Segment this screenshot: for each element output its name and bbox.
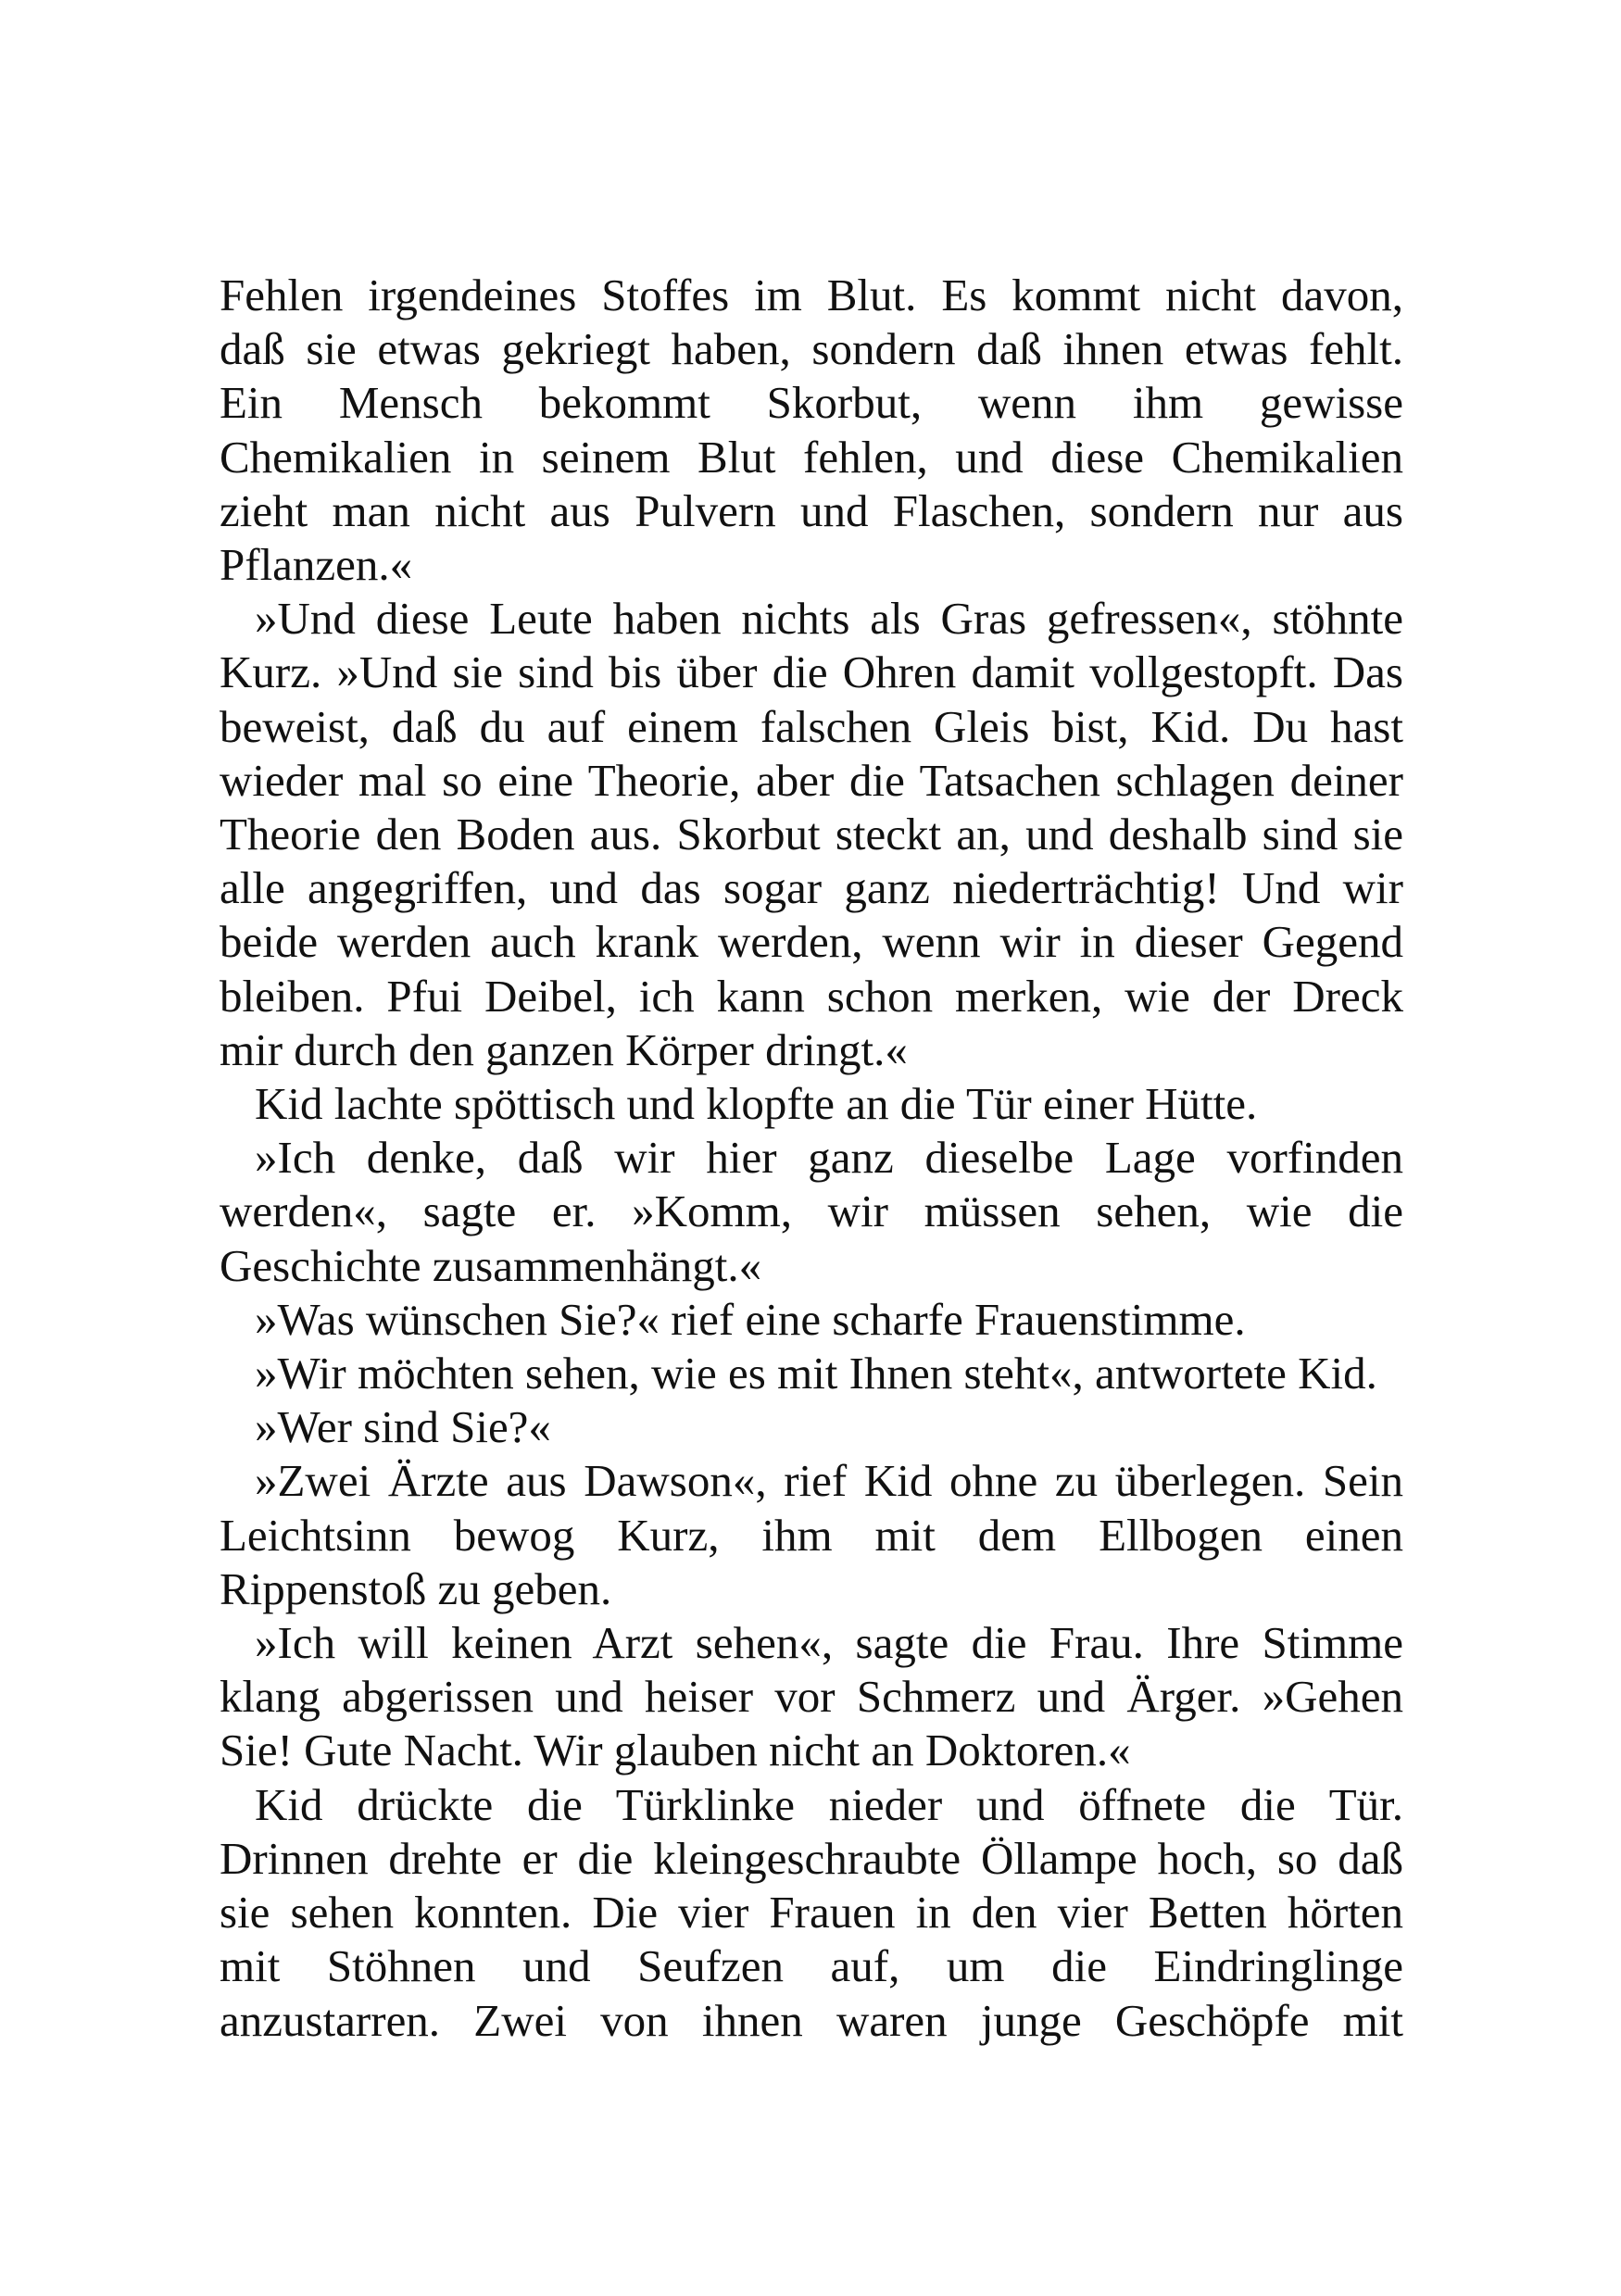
paragraph [220,1400,1403,1454]
paragraph [220,1616,1403,1778]
text-line: mir durch den ganzen Körper dringt.« [220,1023,908,1075]
paragraph [220,1293,1403,1347]
text-line: Ein Mensch bekommt Skorbut, wenn ihm gewisse [220,377,1403,429]
paragraph [220,1347,1403,1400]
text-line: Kurz. »Und sie sind bis über die Ohren damit vollgestopft. Das [220,646,1403,698]
text-line: Chemikalien in seinem Blut fehlen, und diese Chemikalien [220,431,1403,483]
text-line: anzustarren. Zwei von ihnen waren junge Geschöpfe mit [220,1994,1403,2046]
text-line: »Zwei Ärzte aus Dawson«, rief Kid ohne zu überlegen. Sein [255,1455,1403,1507]
text-line: zieht man nicht aus Pulvern und Flaschen, sondern nur aus [220,484,1403,536]
text-line: »Ich denke, daß wir hier ganz dieselbe Lage vorfinden [255,1132,1403,1184]
paragraph [220,1077,1403,1131]
text-line: werden«, sagte er. »Komm, wir müssen sehen, wie die [220,1186,1403,1237]
text-line: bleiben. Pfui Deibel, ich kann schon merken, wie der Dreck [220,970,1403,1022]
paragraph [220,1778,1403,2048]
paragraph [220,269,1403,592]
text-line: »Und diese Leute haben nichts als Gras gefressen«, stöhnte [255,593,1403,645]
text-line: Geschichte zusammenhängt.« [220,1239,762,1291]
text-line: Leichtsinn bewog Kurz, ihm mit dem Ellbogen einen [220,1509,1403,1561]
text-line: alle angegriffen, und das sogar ganz niederträchtig! Und wir [220,862,1403,914]
text-line: Drinnen drehte er die kleingeschraubte Öllampe hoch, so daß [220,1832,1403,1884]
text-line: Fehlen irgendeines Stoffes im Blut. Es kommt nicht davon, [220,270,1403,320]
text-line: beweist, daß du auf einem falschen Gleis bist, Kid. Du hast [220,700,1403,752]
text-line: Kid lachte spöttisch und klopfte an die Tür einer Hütte. [255,1078,1258,1130]
text-line: Rippenstoß zu geben. [220,1562,612,1614]
paragraph [220,592,1403,1077]
text-line: Theorie den Boden aus. Skorbut steckt an, und deshalb sind sie [220,809,1403,860]
text-line: wieder mal so eine Theorie, aber die Tatsachen schlagen deiner [220,754,1403,806]
paragraph [220,1131,1403,1293]
text-line: beide werden auch krank werden, wenn wir in dieser Gegend [220,916,1403,968]
text-line: Pflanzen.« [220,539,413,591]
paragraph [220,1454,1403,1616]
text-line: »Wir möchten sehen, wie es mit Ihnen steht«, antwortete Kid. [255,1348,1377,1399]
text-line: »Ich will keinen Arzt sehen«, sagte die Frau. Ihre Stimme [255,1617,1403,1669]
text-line: Kid drückte die Türklinke nieder und öffnete die Tür. [255,1778,1403,1830]
text-line: Sie! Gute Nacht. Wir glauben nicht an Doktoren.« [220,1725,1131,1776]
text-line: daß sie etwas gekriegt haben, sondern daß ihnen etwas fehlt. [220,323,1403,375]
text-line: sie sehen konnten. Die vier Frauen in den vier Betten hörten [220,1887,1403,1938]
text-line: »Was wünschen Sie?« rief eine scharfe Frauenstimme. [255,1293,1246,1345]
document-page [220,269,1403,2048]
text-line: »Wer sind Sie?« [255,1401,551,1453]
text-line: klang abgerissen und heiser vor Schmerz und Ärger. »Gehen [220,1671,1403,1723]
text-line: mit Stöhnen und Seufzen auf, um die Eindringlinge [220,1940,1403,1992]
